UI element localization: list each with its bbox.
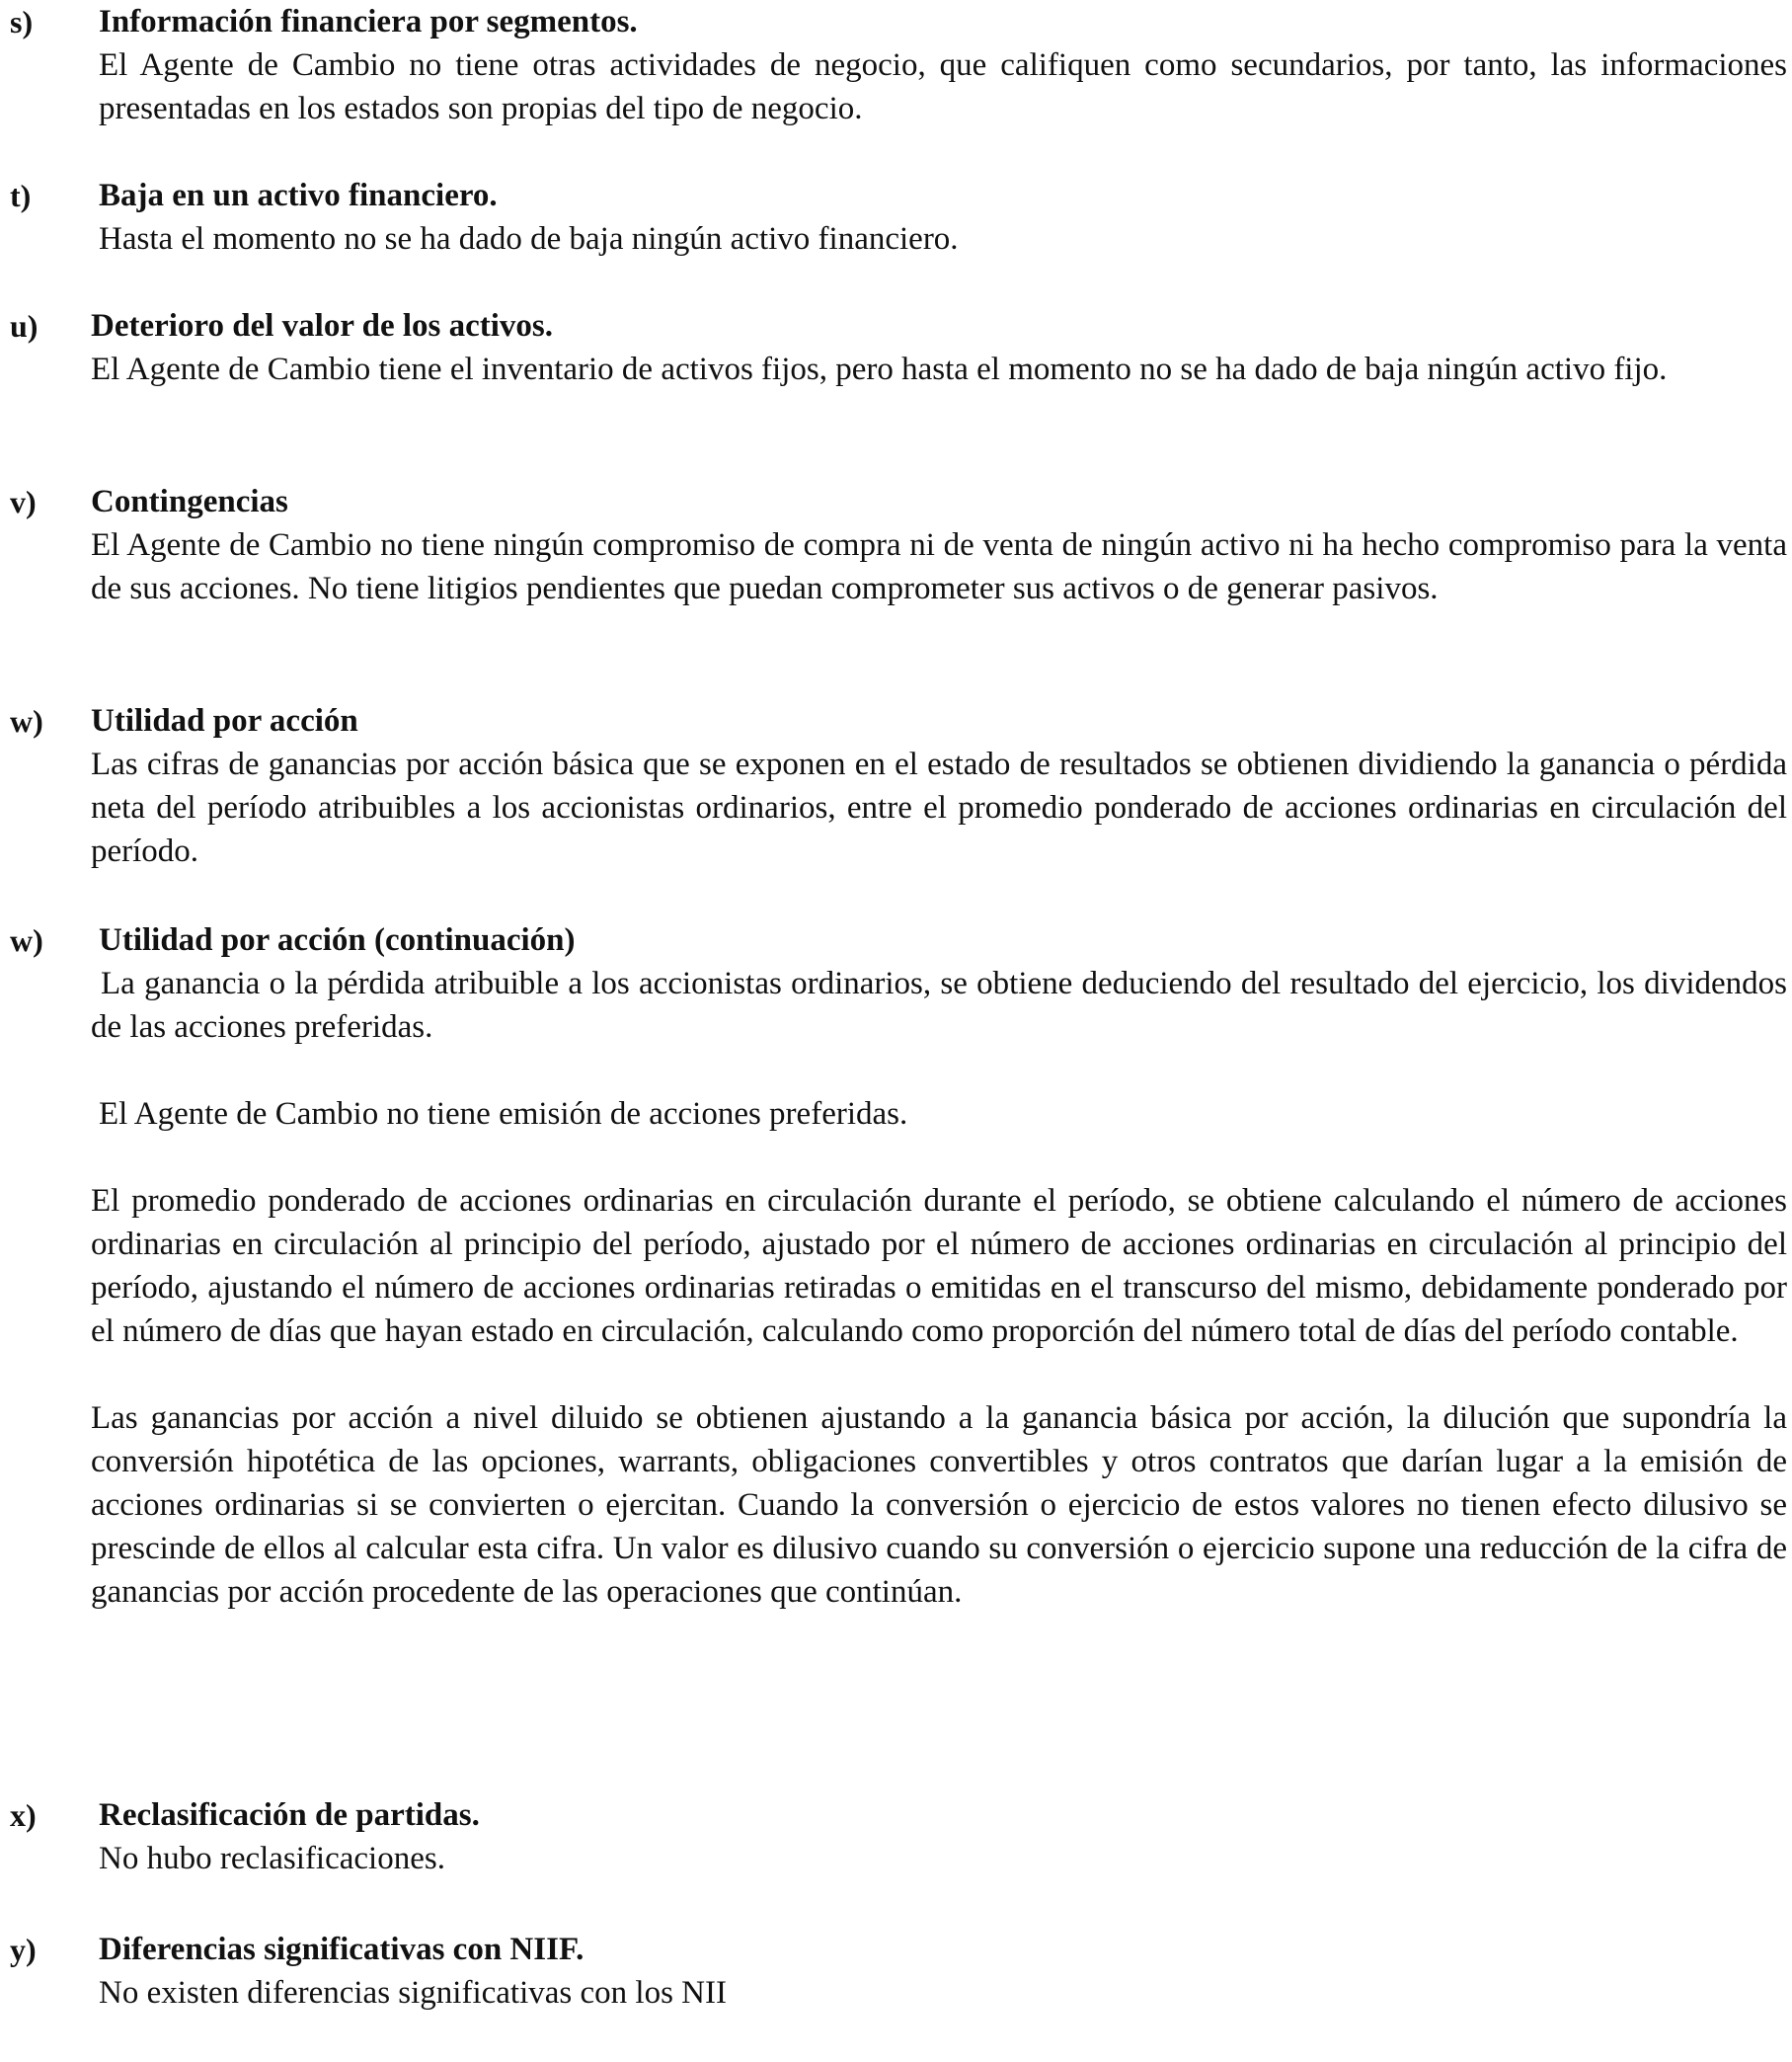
section-marker: v) bbox=[10, 484, 37, 519]
section-heading: Reclasificación de partidas. bbox=[99, 1797, 480, 1833]
section-paragraph: El Agente de Cambio no tiene ningún compromiso de compra ni de venta de ningún activo ni ha hecho compromiso para la venta de sus acciones. No tiene litigios pendientes que puedan comprometer sus activos o de generar pasivos. bbox=[91, 527, 1787, 606]
section-paragraph: El promedio ponderado de acciones ordinarias en circulación durante el período, se obtiene calculando el número de acciones ordinarias en circulación al principio del período, ajustado por el número de acciones ordinarias en circulación al principio del período, ajustando el número de acciones ordinarias retiradas o emitidas en el transcurso del mismo, debidamente ponderado por el número de días que hayan estado en circulación, calculando como proporción del número total de días del período contable. bbox=[91, 1183, 1787, 1349]
section-marker: u) bbox=[10, 308, 39, 344]
section-heading: Contingencias bbox=[91, 484, 288, 519]
section-paragraph: La ganancia o la pérdida atribuible a los accionistas ordinarios, se obtiene deduciendo del resultado del ejercicio, los dividendos de las acciones preferidas. bbox=[91, 966, 1787, 1045]
section-paragraph: Las cifras de ganancias por acción básica que se exponen en el estado de resultados se obtienen dividiendo la ganancia o pérdida neta del período atribuibles a los accionistas ordinarios, entre el promedio ponderado de acciones ordinarias en circulación del período. bbox=[91, 747, 1787, 869]
section-paragraph: El Agente de Cambio tiene el inventario de activos fijos, pero hasta el momento no se ha dado de baja ningún activo fijo. bbox=[91, 352, 1668, 387]
section-paragraph: Las ganancias por acción a nivel diluido se obtienen ajustando a la ganancia básica por acción, la dilución que supondría la conversión hipotética de las opciones, warrants, obligaciones convertibles y otros contratos que darían lugar a la emisión de acciones ordinarias si se convierten o ejercitan. Cuando la conversión o ejercicio de estos valores no tienen efecto dilusivo se prescinde de ellos al calcular esta cifra. Un valor es dilusivo cuando su conversión o ejercicio supone una reducción de la cifra de ganancias por acción procedente de las operaciones que continúan. bbox=[91, 1400, 1787, 1610]
section-marker: s) bbox=[10, 4, 34, 40]
section-heading: Utilidad por acción bbox=[91, 703, 358, 739]
section-paragraph: Hasta el momento no se ha dado de baja ningún activo financiero. bbox=[99, 221, 959, 257]
section-paragraph: El Agente de Cambio no tiene emisión de acciones preferidas. bbox=[99, 1096, 908, 1132]
section-paragraph: El Agente de Cambio no tiene otras actividades de negocio, que califiquen como secundarios, por tanto, las informaciones presentadas en los estados son propias del tipo de negocio. bbox=[99, 47, 1787, 126]
section-heading: Baja en un activo financiero. bbox=[99, 178, 498, 213]
section-paragraph: No hubo reclasificaciones. bbox=[99, 1841, 445, 1876]
section-heading: Deterioro del valor de los activos. bbox=[91, 308, 554, 344]
section-heading: Utilidad por acción (continuación) bbox=[99, 922, 576, 958]
section-marker: y) bbox=[10, 1932, 37, 1967]
section-paragraph: No existen diferencias significativas con los NII bbox=[99, 1975, 727, 2011]
section-marker: w) bbox=[10, 922, 43, 958]
section-marker: w) bbox=[10, 703, 43, 739]
section-marker: x) bbox=[10, 1797, 37, 1833]
section-marker: t) bbox=[10, 178, 32, 213]
section-heading: Información financiera por segmentos. bbox=[99, 4, 638, 40]
section-heading: Diferencias significativas con NIIF. bbox=[99, 1932, 584, 1967]
